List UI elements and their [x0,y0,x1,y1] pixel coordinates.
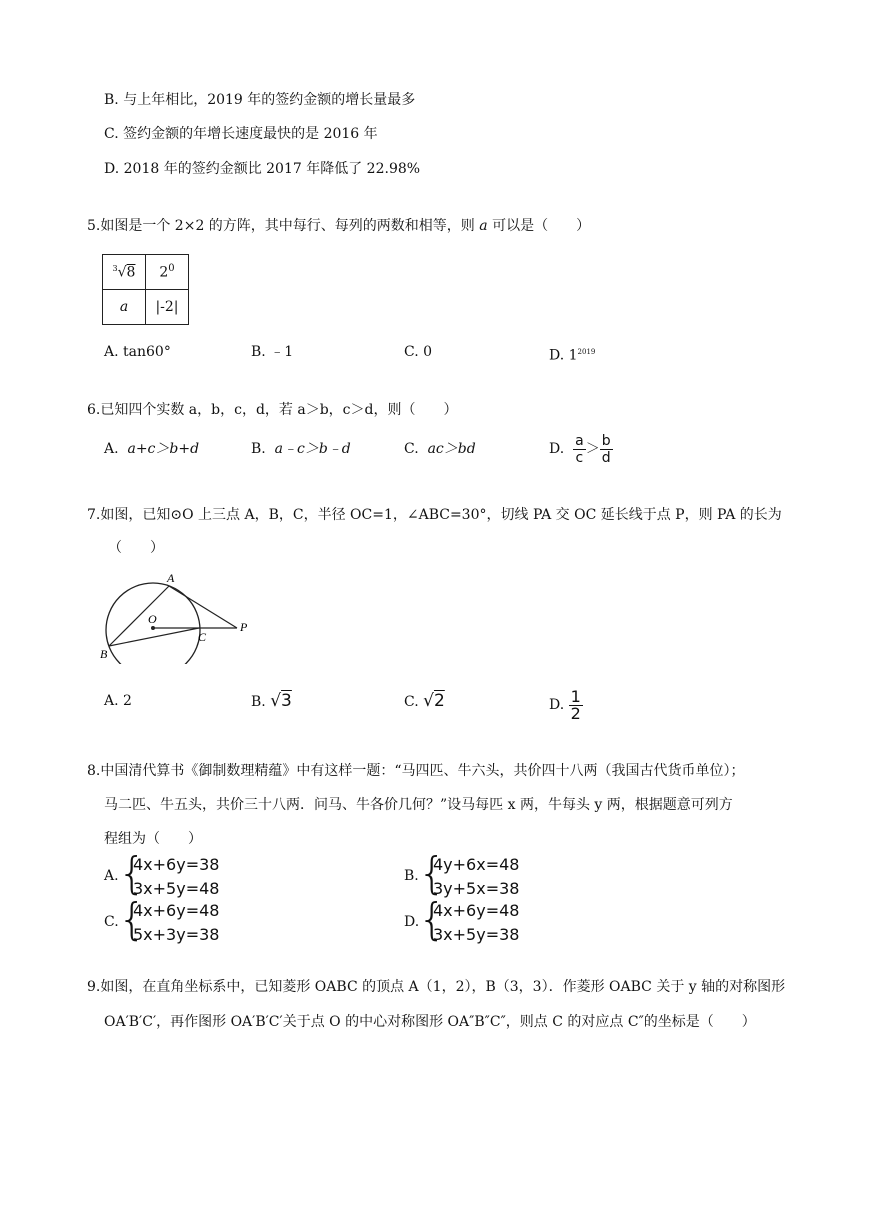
q6-option-d: D. $\frac{a}{c}$ ＞ $\frac{b}{d}$ [549,432,611,466]
q8-option-a-eq2: 3x+5y=48 [133,879,220,898]
q6-option-c: C. ac＞bd [404,441,476,457]
q5-option-b: B. ﹣1 [251,344,294,360]
q8-stem-line2: 马二匹、牛五头，共价三十八两．问马、牛各价几何？”设马每匹 x 两，牛每头 y 两，根据题意可列方 [104,797,733,813]
q5-cell-a: a [103,290,146,325]
q6-stem: 6.已知四个实数 a，b，c，d，若 a＞b，c＞d，则（ ） [87,402,458,418]
q4-option-b: B. 与上年相比，2019 年的签约金额的增长量最多 [104,92,416,108]
q5-option-d: D. $1^{2019}$ [549,347,596,364]
q5-matrix [102,254,189,325]
q8-option-a-brace: { [118,848,146,899]
q4-option-c: C. 签约金额的年增长速度最快的是 2016 年 [104,126,378,142]
q5-cell-cube-root: $^3$√8 [103,255,146,290]
q7-answer-paren: （ ） [108,540,164,556]
label-o: O [148,612,157,626]
q8-option-a-eq1: 4x+6y=38 [133,855,220,874]
q5-cell-power: $2^0$ [146,255,189,290]
label-c: C [198,630,207,644]
q5-stem: 5.如图是一个 2×2 的方阵，其中每行、每列的两数和相等，则 a 可以是（ ） [87,218,591,234]
q7-option-b: B. √3 [251,691,292,711]
q8-option-c-brace: { [118,894,146,945]
q8-stem-line3: 程组为（ ） [104,831,202,847]
q8-option-b-eq1: 4y+6x=48 [433,855,520,874]
q4-option-d: D. 2018 年的签约金额比 2017 年降低了 22.98% [104,161,421,177]
q5-option-c: C. 0 [404,344,433,360]
q9-stem-line1: 9.如图，在直角坐标系中，已知菱形 OABC 的顶点 A（1，2），B（3，3）．作菱形 OABC 关于 y 轴的对称图形 [87,979,786,995]
q7-option-a: A. 2 [104,693,132,709]
q8-option-b-eq2: 3y+5x=38 [433,879,520,898]
q6-option-a: A. a+c＞b+d [104,441,200,457]
label-a: A [167,571,175,585]
q8-option-b-label: B. [404,868,419,884]
q9-stem-line2: OA′B′C′，再作图形 OA′B′C′关于点 O 的中心对称图形 OA″B″C″，则点 C 的对应点 C″的坐标是（ ） [104,1014,756,1030]
q5-option-a: A. tan60° [104,344,171,360]
q8-stem-line1: 8.中国清代算书《御制数理精蕴》中有这样一题：“马四匹、牛六头，共价四十八两（我国古代货币单位）； [87,763,745,779]
q7-option-c: C. √2 [404,691,445,711]
q8-option-c-label: C. [104,914,119,930]
q7-option-d: D. $\frac{1}{2}$ [549,686,581,723]
q8-option-d-brace: { [418,894,446,945]
q8-option-b-brace: { [418,848,446,899]
q7-stem: 7.如图，已知⊙O 上三点 A，B，C，半径 OC=1，∠ABC=30°，切线 PA 交 OC 延长线于点 P，则 PA 的长为 [87,507,782,523]
q8-option-d-eq1: 4x+6y=48 [433,901,520,920]
q8-option-d-label: D. [404,914,420,930]
q7-circle-figure [96,568,266,664]
q5-cell-abs: |-2| [146,290,189,325]
label-b: B [100,647,108,661]
q8-option-c-eq2: 5x+3y=38 [133,925,220,944]
q6-option-b: B. a﹣c＞b﹣d [251,441,351,457]
q8-option-a-label: A. [104,868,119,884]
label-p: P [240,620,248,634]
q8-option-d-eq2: 3x+5y=38 [433,925,520,944]
q8-option-c-eq1: 4x+6y=48 [133,901,220,920]
